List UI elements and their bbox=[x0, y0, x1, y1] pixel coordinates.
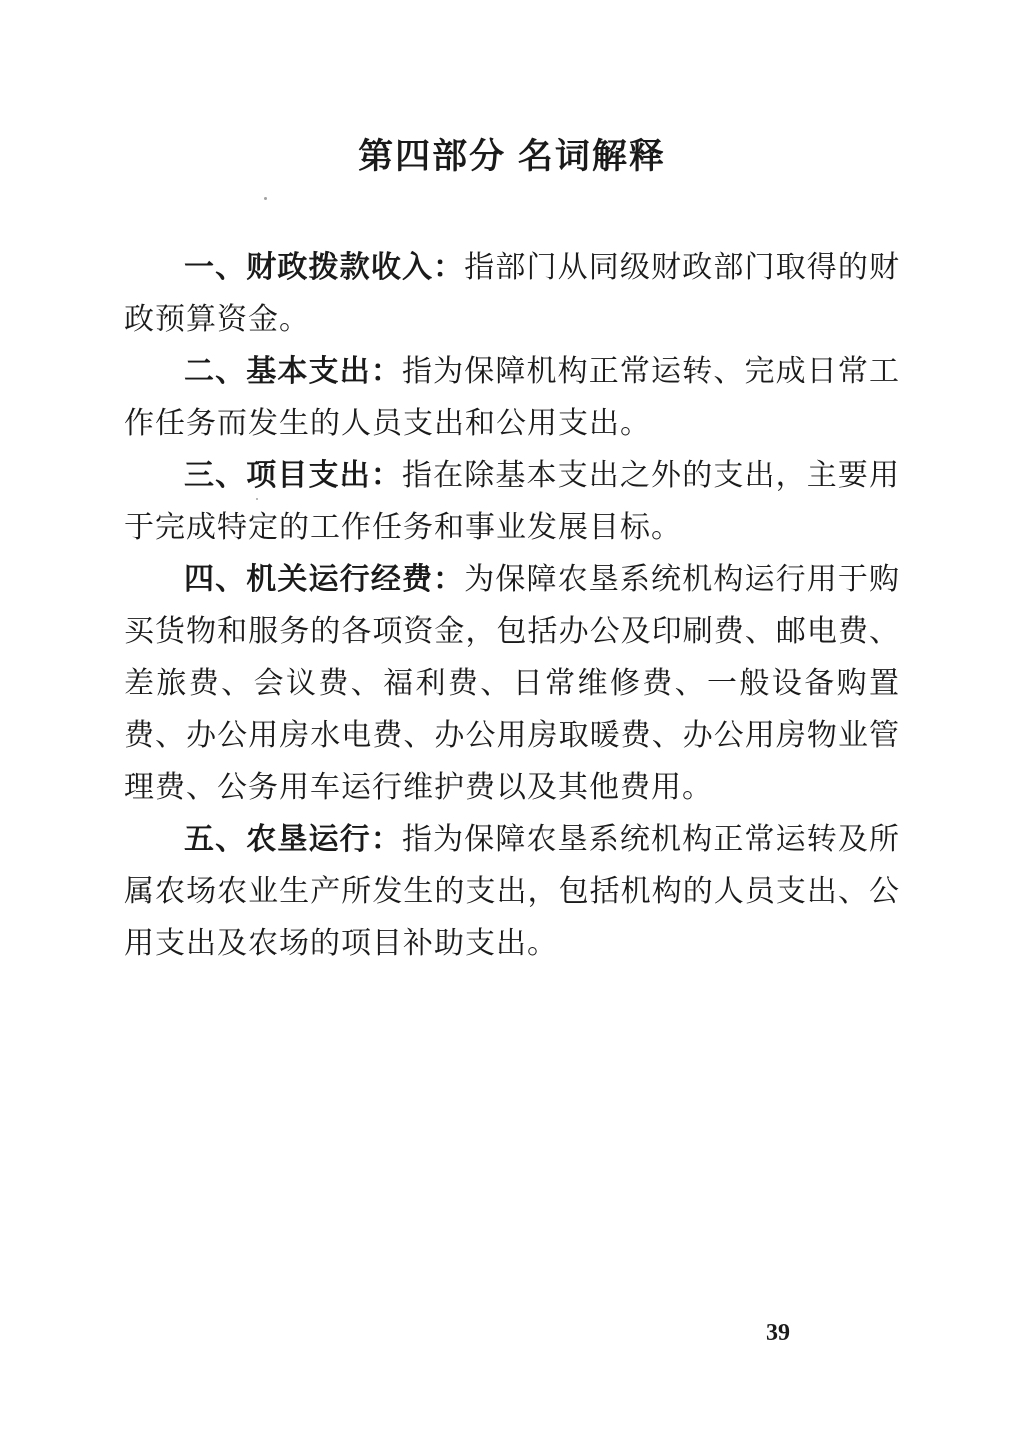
term-definition: 指为保障农垦系统机构正常运转及所属农场农业生产所发生的支出，包括机构的人员支出、公用支出及农场的项目补助支出。 bbox=[124, 823, 901, 960]
term-label: 四、机关运行经费： bbox=[184, 563, 465, 596]
scan-speck bbox=[256, 498, 258, 500]
glossary-paragraph bbox=[124, 242, 900, 346]
term-definition: 为保障农垦系统机构运行用于购买货物和服务的各项资金，包括办公及印刷费、邮电费、差旅费、会议费、福利费、日常维修费、一般设备购置费、办公用房水电费、办公用房取暖费、办公用房物业管理费、公务用车运行维护费以及其他费用。 bbox=[124, 563, 901, 804]
term-label: 五、农垦运行： bbox=[184, 823, 402, 856]
scan-speck bbox=[264, 197, 267, 200]
glossary-paragraph bbox=[124, 554, 900, 814]
term-definition: 指部门从同级财政部门取得的财政预算资金。 bbox=[124, 251, 901, 336]
page-number: 39 bbox=[766, 1320, 790, 1346]
term-label: 一、财政拨款收入： bbox=[184, 251, 465, 284]
term-definition: 指为保障机构正常运转、完成日常工作任务而发生的人员支出和公用支出。 bbox=[124, 355, 901, 440]
term-label: 三、项目支出： bbox=[184, 459, 402, 492]
term-label: 二、基本支出： bbox=[184, 355, 402, 388]
page-title: 第四部分 名词解释 bbox=[358, 137, 666, 176]
glossary-paragraph bbox=[124, 450, 900, 554]
glossary-paragraph bbox=[124, 814, 900, 970]
term-definition: 指在除基本支出之外的支出，主要用于完成特定的工作任务和事业发展目标。 bbox=[124, 459, 901, 544]
glossary-paragraph bbox=[124, 346, 900, 450]
glossary-body bbox=[124, 242, 900, 970]
